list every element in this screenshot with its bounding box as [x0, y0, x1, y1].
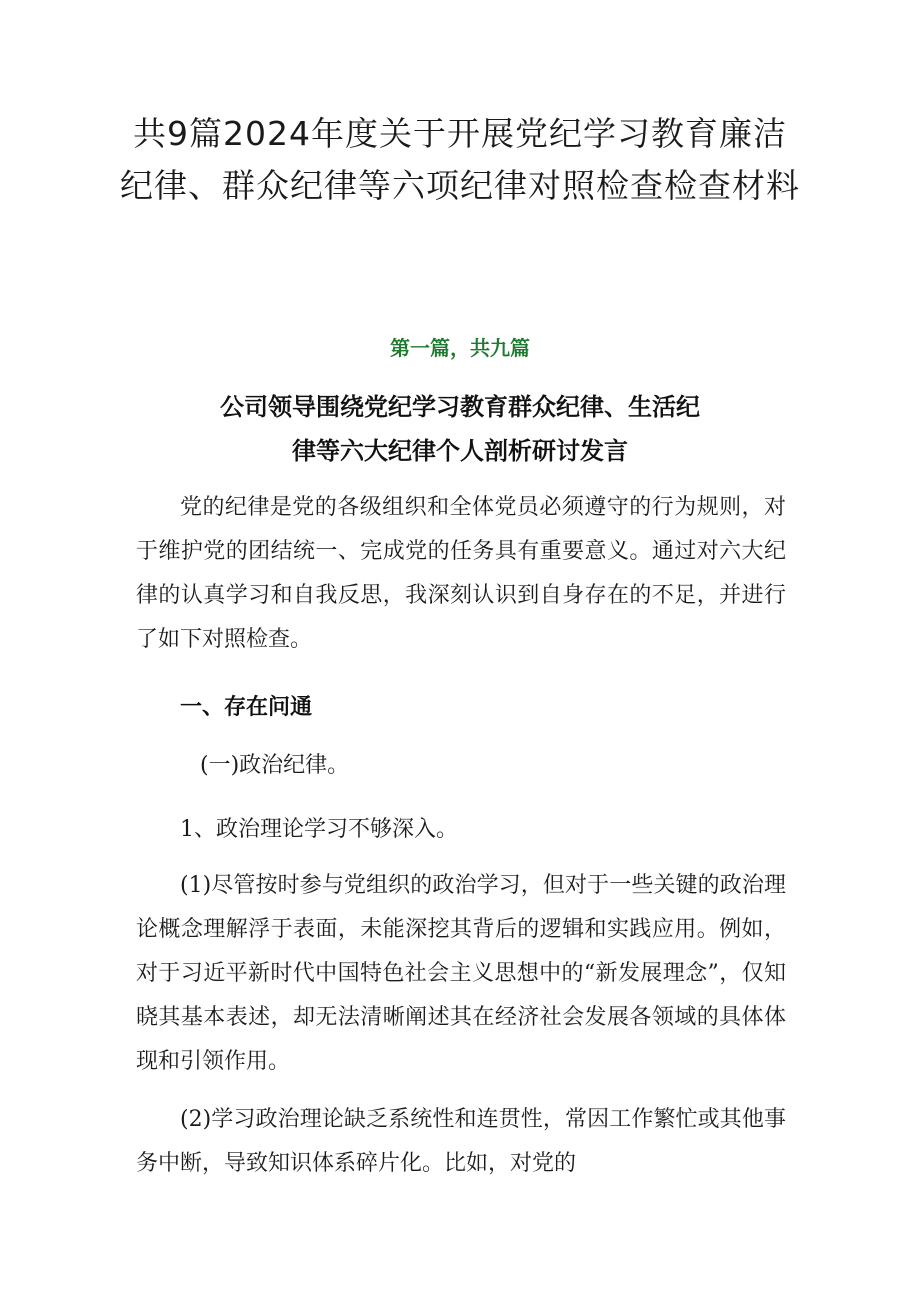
- item-heading: 1、政治理论学习不够深入。: [180, 817, 458, 842]
- paragraph-2: (2)学习政治理论缺乏系统性和连贯性，常因工作繁忙或其他事务中断，导致知识体系碎片化。比如，对党的: [136, 1107, 786, 1176]
- section-label: 第一篇，共九篇: [390, 336, 530, 360]
- article-title: [150, 385, 770, 473]
- intro-paragraph: 党的纪律是党的各级组织和全体党员必须遵守的行为规则，对于维护党的团结统一、完成党的任务具有重要意义。通过对六大纪律的认真学习和自我反思，我深刻认识到自身存在的不足，并进行了如下对照检查。: [136, 495, 786, 652]
- article-title-line-1: 公司领导围绕党纪学习教育群众纪律、生活纪: [220, 393, 700, 421]
- article-title-line-2: 律等六大纪律个人剖析研讨发言: [292, 437, 628, 465]
- sub-heading: (一)政治纪律。: [200, 753, 350, 778]
- paragraph-1: (1)尽管按时参与党组织的政治学习，但对于一些关键的政治理论概念理解浮于表面，未能深挖其背后的逻辑和实践应用。例如，对于习近平新时代中国特色社会主义思想中的“新发展理念”，仅知晓其基本表述，却无法清晰阐述其在经济社会发展各领域的具体体现和引领作用。: [136, 873, 786, 1074]
- document-title: 共9篇2024年度关于开展党纪学习教育廉洁纪律、群众纪律等六项纪律对照检查检查材料: [120, 114, 800, 205]
- section-heading: 一、存在问通: [180, 695, 313, 720]
